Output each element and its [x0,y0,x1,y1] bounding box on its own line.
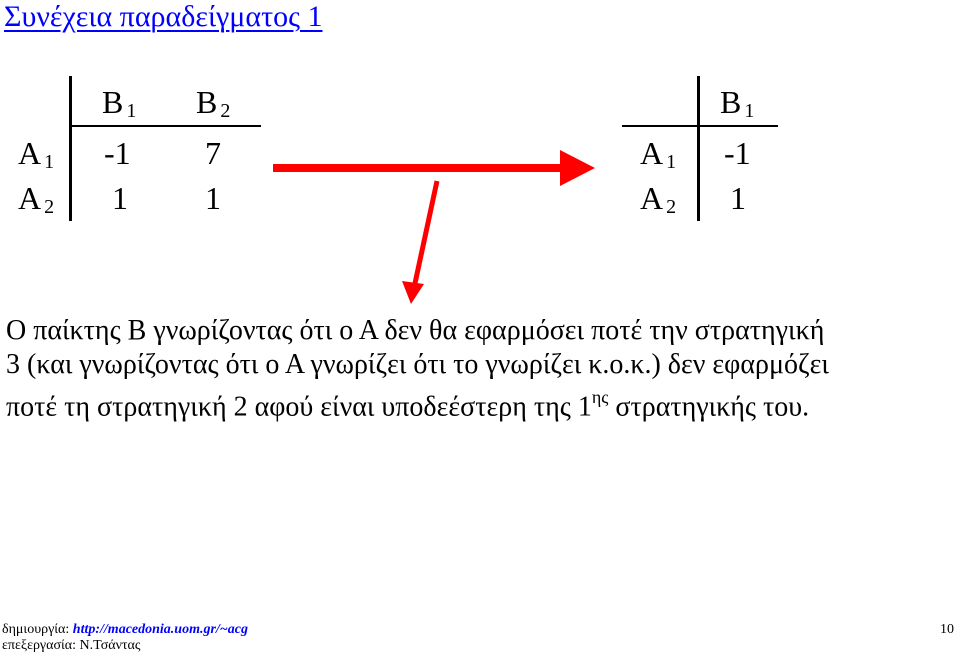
right-row-header-a2: A $_2$ [640,180,677,218]
right-row-header-a1: A $_1$ [640,135,677,173]
footer-link[interactable]: http://macedonia.uom.gr/~acg [72,622,249,637]
left-row-header-a1: A $_1$ [18,135,55,173]
down-arrow-icon [402,181,437,304]
left-cell-a2-b2: 1 [205,180,221,216]
left-col-header-b2: B $_2$ [196,84,231,122]
footer-created: δημιουργία: http://macedonia.uom.gr/~acg [2,622,249,637]
slide-title: Συνέχεια παραδείγματος 1 [4,0,323,33]
right-arrow-icon [273,150,595,186]
left-row-header-a2: A $_2$ [18,180,55,218]
right-col-header-b1: B $_1$ [720,84,755,122]
explanation-paragraph [6,314,960,424]
left-cell-a1-b2: 7 [205,135,221,171]
left-cell-a1-b1: -1 [104,135,131,171]
right-cell-a1-b1: -1 [724,135,751,171]
ordinal-superscript: ης [591,387,609,407]
footer-edited: επεξεργασία: Ν.Τσάντας [2,638,141,653]
right-cell-a2-b1: 1 [730,180,746,216]
left-col-header-b1: B $_1$ [102,84,137,122]
page-number: 10 [940,622,954,637]
paragraph-line-2: 3 (και γνωρίζοντας ότι ο Α γνωρίζει ότι το γνωρίζει κ.ο.κ.) δεν εφαρμόζει [6,349,829,380]
left-cell-a2-b1: 1 [112,180,128,216]
paragraph-line-1: Ο παίκτης Β γνωρίζοντας ότι ο Α δεν θα εφαρμόσει ποτέ την στρατηγική [6,315,825,346]
paragraph-line-3: ποτέ τη στρατηγική 2 αφού είναι υποδεέστερη της $1^{\eta\varsigma}$ στρατηγικής του. [6,387,810,423]
